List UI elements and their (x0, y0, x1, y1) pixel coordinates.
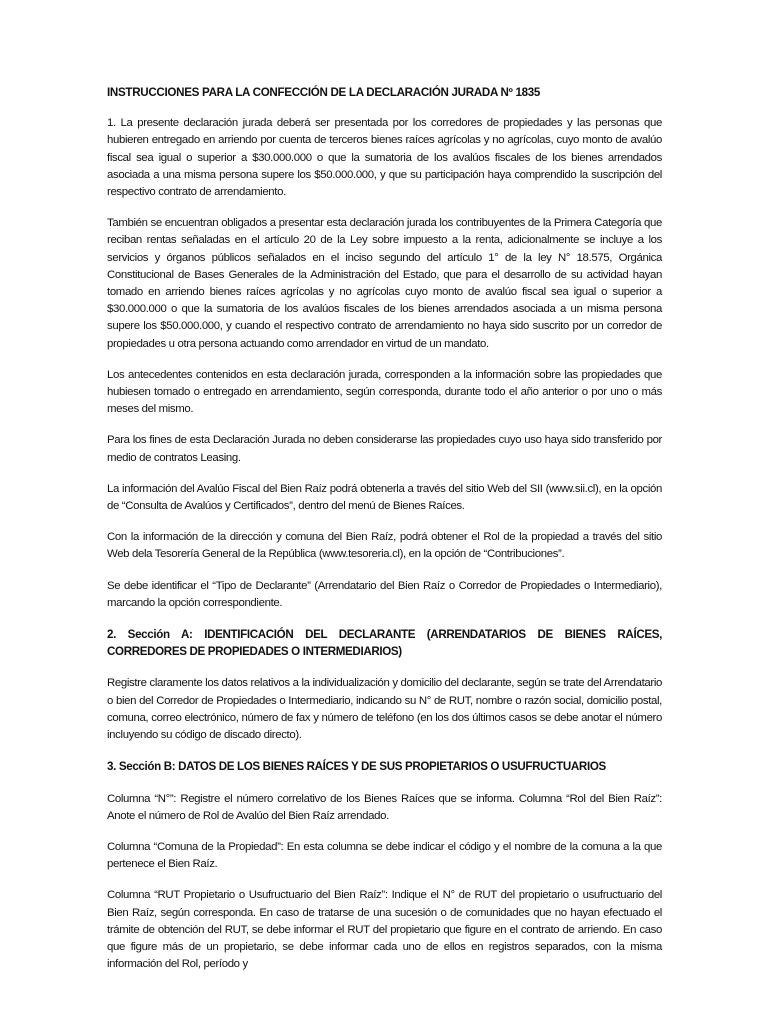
paragraph-7: Se debe identificar el “Tipo de Declarante” (Arrendatario del Bien Raíz o Corredor de Propiedades o Intermediario), marcando la opción correspondiente. (107, 579, 662, 609)
paragraph-6: Con la información de la dirección y comuna del Bien Raíz, podrá obtener el Rol de la propiedad a través del sitio Web dela Tesorería General de la República (www.tesoreria.cl), en la opción de “Contribuciones”. (107, 531, 662, 561)
section-a-heading: 2. Sección A: IDENTIFICACIÓN DEL DECLARANTE (ARRENDATARIOS DE BIENES RAÍCES, CORREDORES DE PROPIEDADES O INTERMEDIARIOS) (107, 628, 662, 659)
paragraph-4: Para los fines de esta Declaración Jurada no deben considerarse las propiedades cuyo uso haya sido transferido por medio de contratos Leasing. (107, 434, 662, 464)
paragraph-2: También se encuentran obligados a presentar esta declaración jurada los contribuyentes de la Primera Categoría que reciban rentas señaladas en el artículo 20 de la Ley sobre impuesto a la renta, adicionalmente se incluye a los servicios y órganos públicos señalados en el inciso segundo del artículo 1° de la ley N° 18.575, Orgánica Constitucional de Bases Generales de la Administración del Estado, que para el desarrollo de su actividad hayan tomado en arriendo bienes raíces agrícolas y no agrícolas cuyo monto de avalúo fiscal sea igual o superior a $30.000.000 o que la sumatoria de los avalúos fiscales de los bienes arrendados asociada a un misma persona supere los $50.000.000, y cuando el respectivo contrato de arrendamiento no haya sido suscrito por un corredor de propiedades u otra persona actuando como arrendador en virtud de un mandato. (107, 217, 662, 350)
section-b-paragraph-1: Columna “N°”: Registre el número correlativo de los Bienes Raíces que se informa. Columna “Rol del Bien Raíz”: Anote el número de Rol de Avalúo del Bien Raíz arrendado. (107, 792, 662, 822)
section-a-paragraph: Registre claramente los datos relativos a la individualización y domicilio del declarante, según se trate del Arrendatario o bien del Corredor de Propiedades o Intermediario, indicando su N° de RUT, nombre o razón social, domicilio postal, comuna, correo electrónico, número de fax y número de teléfono (en los dos últimos casos se debe anotar el número incluyendo su código de discado directo). (107, 677, 662, 742)
section-b-paragraph-2: Columna “Comuna de la Propiedad”: En esta columna se debe indicar el código y el nombre de la comuna a la que pertenece el Bien Raíz. (107, 840, 662, 871)
paragraph-3: Los antecedentes contenidos en esta declaración jurada, corresponden a la información sobre las propiedades que hubiesen tomado o entregado en arrendamiento, según corresponda, durante todo el año anterior o por uno o más meses del mismo. (107, 368, 662, 416)
document-title: INSTRUCCIONES PARA LA CONFECCIÓN DE LA DECLARACIÓN JURADA Nº 1835 (107, 86, 541, 99)
paragraph-1: 1. La presente declaración jurada deberá ser presentada por los corredores de propiedades y las personas que hubieren entregado en arriendo por cuenta de terceros bienes raíces agrícolas y no agrícolas, cuyo monto de avalúo fiscal sea igual o superior a $30.000.000 o que la sumatoria de los avalúos fiscales de los bienes arrendados asociada a una misma persona supere los $50.000.000, y que su participación haya comprendido la suscripción del respectivo contrato de arrendamiento. (107, 117, 662, 199)
section-b-heading: 3. Sección B: DATOS DE LOS BIENES RAÍCES Y DE SUS PROPIETARIOS O USUFRUCTUARIOS (107, 760, 606, 774)
section-b-paragraph-3: Columna “RUT Propietario o Usufructuario del Bien Raíz”: Indique el N° de RUT del propietario o usufructuario del Bien Raíz, según corresponda. En caso de tratarse de una sucesión o de comunidades que no hayan efectuado el trámite de obtención del RUT, se debe informar el RUT del propietario que figure en el contrato de arriendo. En caso que figure más de un propietario, se debe informar cada uno de ellos en registros separados, con la misma información del Rol, período y (107, 889, 662, 971)
document-page (107, 84, 662, 987)
paragraph-5: La información del Avalúo Fiscal del Bien Raíz podrá obtenerla a través del sitio Web del SII (www.sii.cl), en la opción de “Consulta de Avalúos y Certificados”, dentro del menú de Bienes Raíces. (107, 482, 662, 513)
